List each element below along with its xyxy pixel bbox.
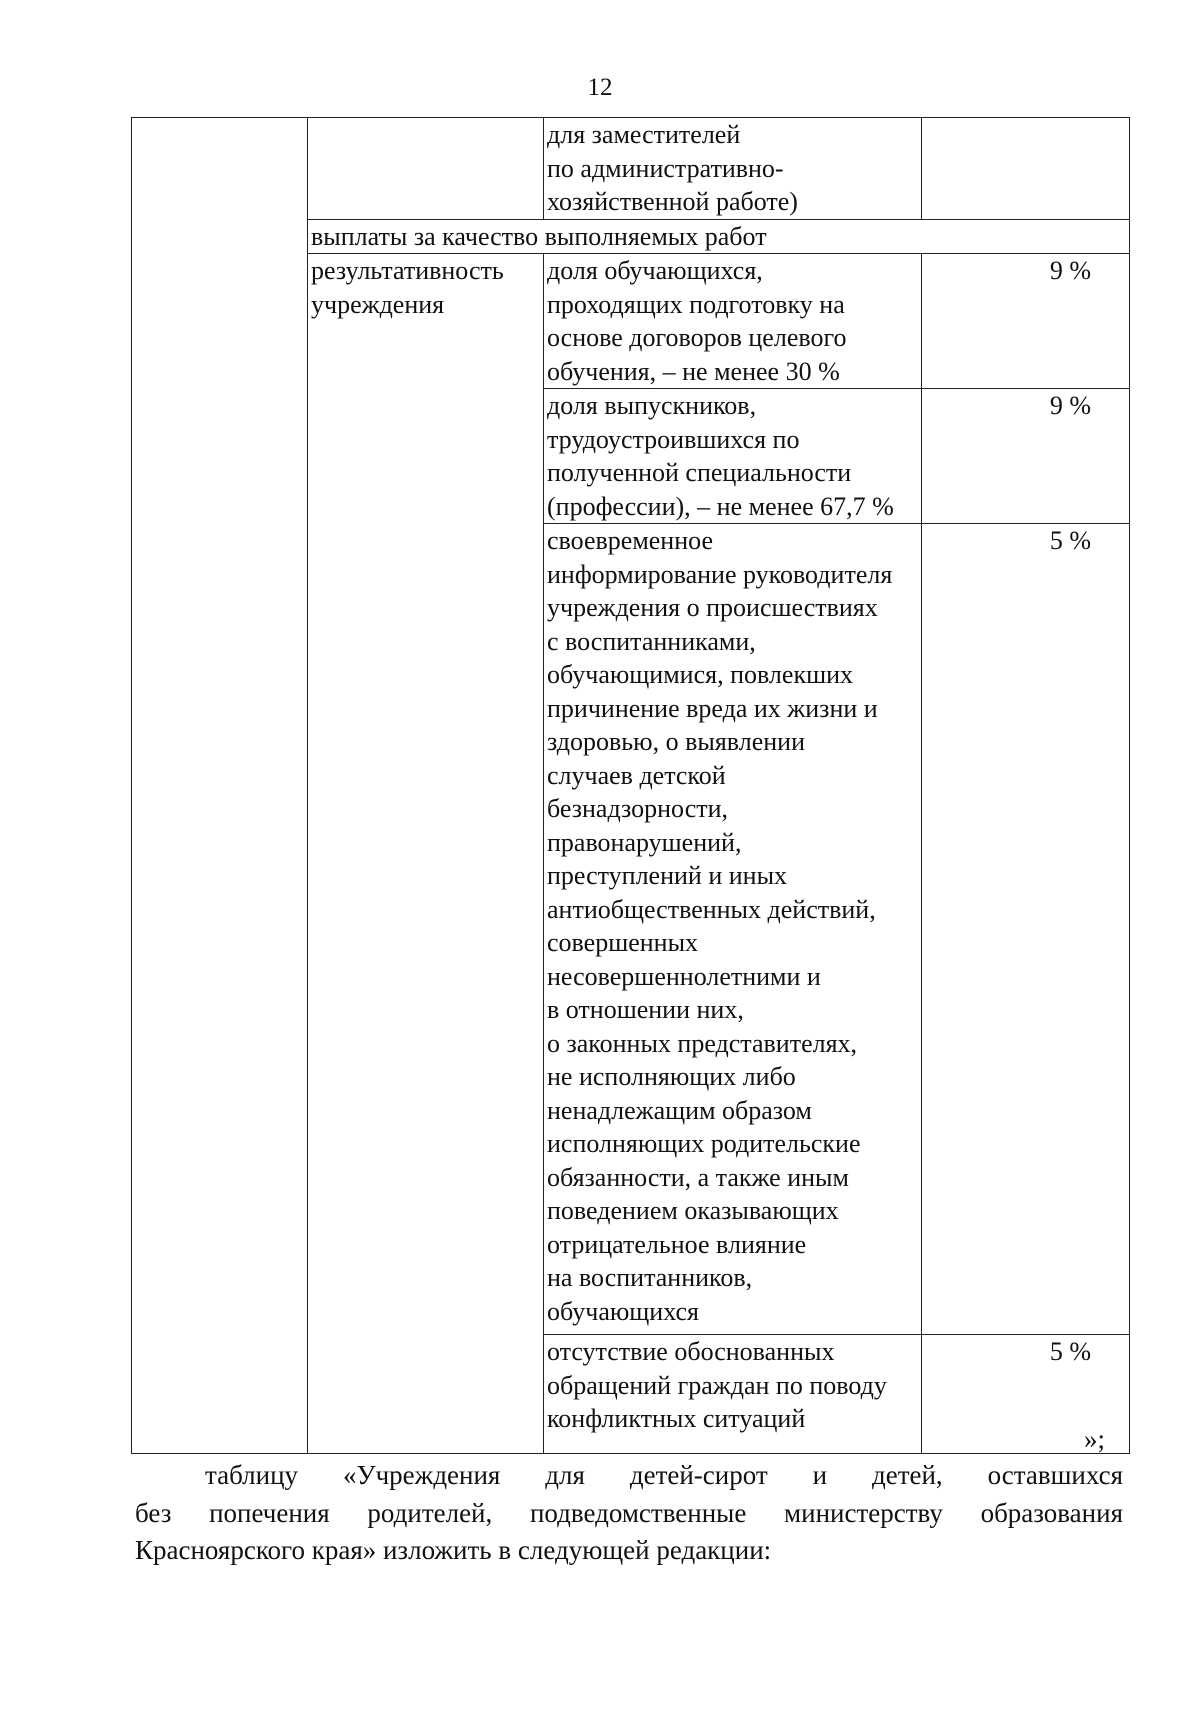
table-row xyxy=(132,118,1130,220)
table-cell-criterion: результативность учреждения xyxy=(308,254,544,1454)
paragraph-line: без попечения родителей, подведомственные министерству образования xyxy=(135,1497,1123,1528)
table-section-header: выплаты за качество выполняемых работ xyxy=(308,219,1130,254)
table-cell-percent: 9 % xyxy=(922,254,1130,389)
table-cell-criterion xyxy=(308,118,544,220)
table-cell-condition: для заместителей по административно- хозяйственной работе) xyxy=(544,118,922,220)
table-cell-condition: отсутствие обоснованных обращений граждан по поводу конфликтных ситуаций xyxy=(544,1335,922,1454)
page-number: 12 xyxy=(587,74,613,101)
table-cell-position xyxy=(132,118,308,1454)
table-cell-condition: доля выпускников, трудоустроившихся по полученной специальности (профессии), – не менее 67,7 % xyxy=(544,389,922,524)
criteria-table xyxy=(131,117,1130,1454)
table-cell-percent: 5 % xyxy=(922,524,1130,1335)
closing-quote: »; xyxy=(1084,1424,1106,1454)
table-cell-condition: доля обучающихся, проходящих подготовку на основе договоров целевого обучения, – не менее 30 % xyxy=(544,254,922,389)
table-cell-condition: своевременное информирование руководителя учреждения о происшествиях с воспитанниками, обучающимися, повлекших причинение вреда их жизни и здоровью, о выявлении случаев детской безнадзорности, правонарушений, преступлений и иных антиобщественных действий, совершенных несовершеннолетними и в отношении них, о законных представителях, не исполняющих либо ненадлежащим образом исполняющих родительские обязанности, а также иным поведением оказывающих отрицательное влияние на воспитанников, обучающихся xyxy=(544,524,922,1335)
table-cell-percent xyxy=(922,118,1130,220)
table-cell-percent: 9 % xyxy=(922,389,1130,524)
body-paragraph xyxy=(135,1457,1123,1570)
table-cell-percent: 5 % xyxy=(922,1335,1130,1454)
paragraph-line: таблицу «Учреждения для детей-сирот и детей, оставшихся xyxy=(205,1460,1123,1490)
paragraph-line: Красноярского края» изложить в следующей редакции: xyxy=(135,1535,772,1565)
